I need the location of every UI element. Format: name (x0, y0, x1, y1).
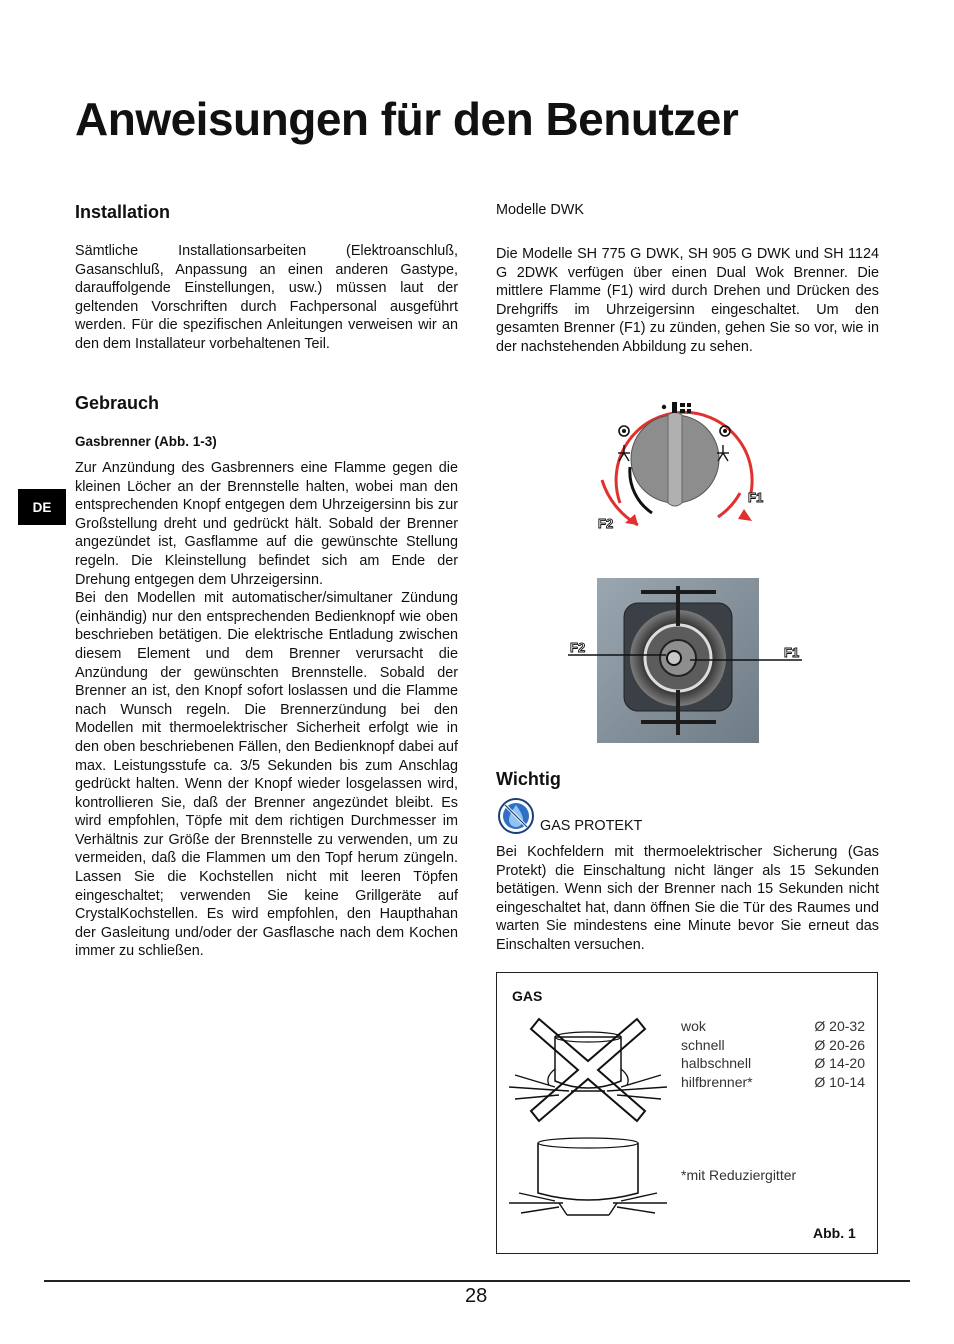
burner-name: schnell (681, 1036, 725, 1053)
pot-wrong-icon (509, 1015, 667, 1125)
burner-f1-label: F1 (784, 645, 800, 660)
f1-arrow-icon (718, 493, 740, 517)
gebrauch-paragraph-2: Bei den Modellen mit automatischer/simultaner Zündung (einhändig) nur den entsprechenden Bedienknopf wie oben beschrieben betätigen. Die elektrische Entladung zwischen diesem Element und dem Brenner verursacht die Anzündung der gewünschten Brennstelle. Sobald der Brenner an ist, den Knopf sofort loslassen und die Flamme nach Wunsch regeln. Die Brennerzündung bei den Modellen mit thermoelektrischer Sicherheit erfolgt wie in den oben beschriebenen Fällen, den Bedienknopf dabei auf max. Leistungsstufe ca. 3/5 Sekunden bis zum Anschlag gedrückt halten. Wenn der Knopf wieder losgelassen wird, kontrollieren Sie, daß der Brenner angezündet bleibt. Es wird empfohlen, Töpfe mit dem richtigen Durchmesser im Verhältnis zur Größe der Brennstelle zu verwenden, um zu vermeiden, daß die Flammen um den Topf herum züngeln. Lassen Sie die Kochstellen nicht mit leeren Töpfen eingeschaltet; verwenden Sie keine Grillgeräte auf CrystalKochstellen. Es wird empfohlen, den Haupthahan der Gasleitung und/oder der Gasflasche nach dem Kochen immer zu schließen. (75, 590, 458, 960)
page-title: Anweisungen für den Benutzer (75, 93, 739, 145)
wichtig-text: Bei Kochfeldern mit thermoelektrischer Sicherung (Gas Protekt) die Einschaltung nicht länger als 15 Sekunden betätigen. Wenn sich der Brenner nach 15 Sekunden nicht eingeschaltet hat, dann öffnen Sie die Tür des Raumes und warten Sie mindestens eine Minute bevor Sie erneut das Einschalten versuchen. (496, 844, 879, 953)
installation-text: Sämtliche Installationsarbeiten (Elektroanschluß, Gasanschluß, Anpassung an einen anderen Gastype, darauffolgende Einstellungen, usw.) müssen laut der geltenden Vorschriften durch Fachpersonal ausgeführt werden. Für die spezifischen Anleitungen verweisen wir an den dem Installateur vorbehaltenen Teil. (75, 243, 458, 352)
footer-divider (44, 1280, 910, 1282)
gas-protekt-label: GAS PROTEKT (540, 818, 643, 834)
gas-table (681, 1017, 865, 1092)
gas-label: GAS (512, 988, 543, 1004)
dwk-label: Modelle DWK (496, 202, 584, 218)
pot-correct-icon (509, 1131, 667, 1235)
gebrauch-paragraph-1: Zur Anzündung des Gasbrenners eine Flamme gegen die kleinen Löcher an der Brennstelle halten, wobei man den entsprechenden Knopf entgegen dem Uhrzeigersinn bis zur Großstellung dreht und gedrückt hält. Sobald der Brenner angezündet ist, Gasflamme auf die gewünschte Stellung regeln. Die Kleinstellung befindet sich am Ende der Drehung entgegen dem Uhrzeigersinn. (75, 460, 458, 588)
burner-photo (566, 578, 806, 744)
gebrauch-text (75, 459, 458, 961)
burner-f2-label: F2 (570, 640, 586, 655)
burner-name: wok (681, 1018, 706, 1034)
gasbrenner-subheading: Gasbrenner (Abb. 1-3) (75, 434, 217, 449)
burner-diameter: Ø 10-14 (814, 1074, 865, 1091)
language-tab: DE (18, 489, 66, 525)
burner-name: hilfbrenner* (681, 1074, 753, 1091)
gas-protekt-icon (497, 797, 535, 835)
burner-diameter: Ø 14-20 (814, 1055, 865, 1072)
knob-f1-label: F1 (748, 490, 764, 505)
knob-f2-label: F2 (598, 516, 614, 531)
table-row (681, 1036, 865, 1055)
burner-diameter: Ø 20-32 (814, 1018, 865, 1034)
reduziergitter-note: *mit Reduziergitter (681, 1167, 797, 1183)
knob-diagram (590, 385, 780, 535)
installation-heading: Installation (75, 202, 171, 222)
dwk-text: Die Modelle SH 775 G DWK, SH 905 G DWK und SH 1124 G 2DWK verfügen über einen Dual Wok Brenner. Die mittlere Flamme (F1) wird durch Drehen und Drücken des Drehgriffs im Uhrzeigersinn eingeschaltet. Um den gesamten Brenner (F1) zu zünden, gehen Sie so vor, wie in der nachstehenden Abbildung zu sehen. (496, 246, 879, 355)
page-number: 28 (465, 1285, 488, 1307)
table-row (681, 1054, 865, 1073)
burner-diameter: Ø 20-26 (814, 1036, 865, 1053)
table-row (681, 1073, 865, 1092)
table-row (681, 1017, 865, 1036)
gebrauch-heading: Gebrauch (75, 393, 160, 413)
wichtig-heading: Wichtig (496, 769, 561, 789)
figure-caption: Abb. 1 (813, 1225, 856, 1241)
gas-table-box (496, 972, 878, 1254)
burner-name: halbschnell (681, 1055, 752, 1072)
